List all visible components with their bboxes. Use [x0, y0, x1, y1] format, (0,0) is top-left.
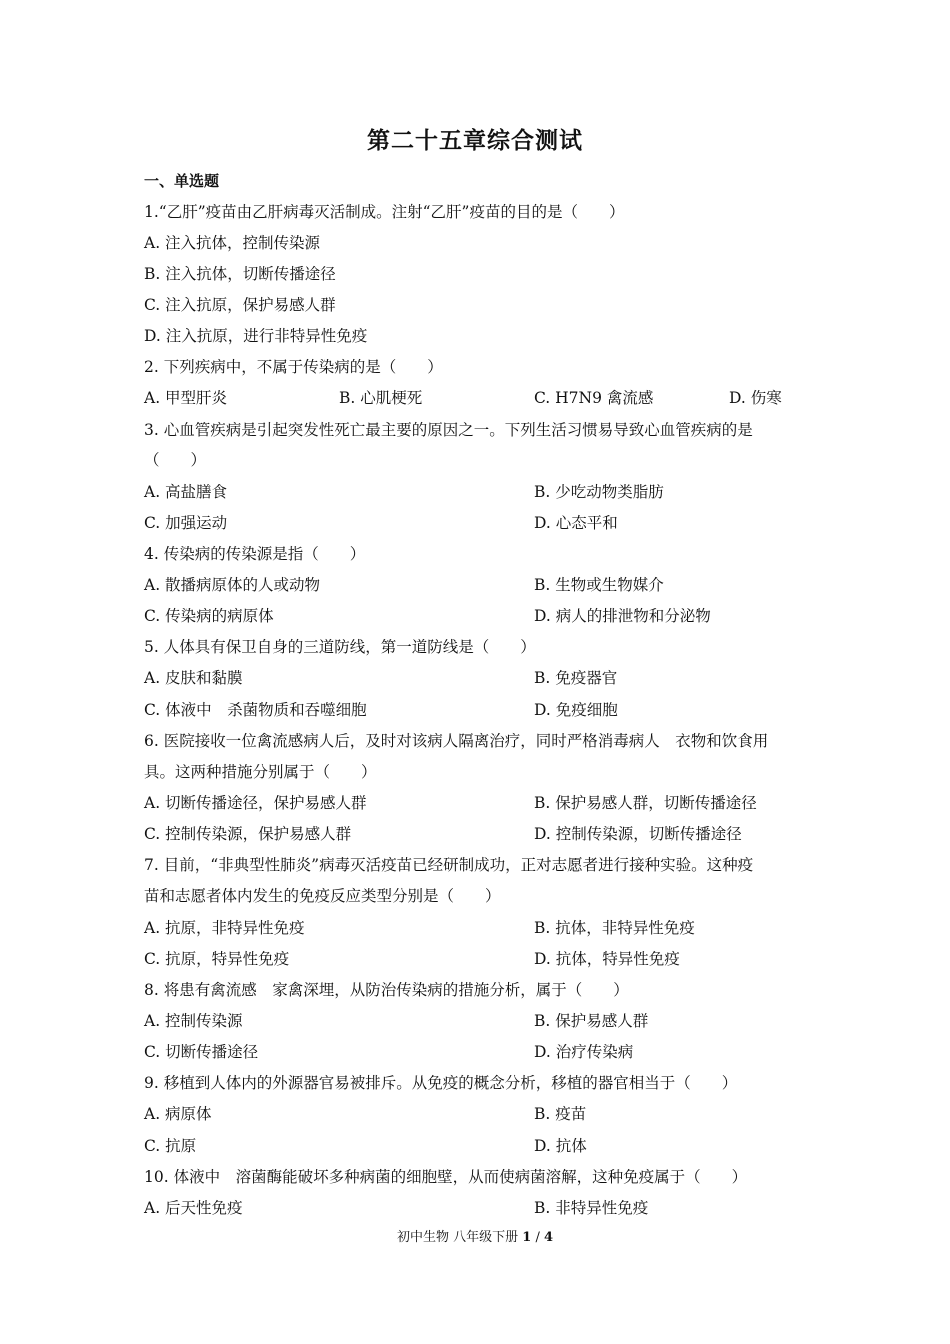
question-5-option-c: C. 体液中 杀菌物质和吞噬细胞: [144, 701, 367, 719]
question-4-stem: 4. 传染病的传染源是指（ ）: [144, 545, 366, 563]
question-1-option-d: D. 注入抗原，进行非特异性免疫: [144, 327, 368, 345]
question-8-option-c: C. 切断传播途径: [144, 1043, 259, 1061]
question-2-option-d: D. 伤寒: [729, 389, 782, 407]
question-8-option-b: B. 保护易感人群: [534, 1012, 649, 1030]
question-2-option-c: C. H7N9 禽流感: [534, 389, 654, 407]
question-3-option-a: A. 高盐膳食: [144, 483, 228, 501]
question-7-stem: 7. 目前，“非典型性肺炎”病毒灭活疫苗已经研制成功，正对志愿者进行接种实验。这种疫: [144, 856, 754, 874]
question-8-stem: 8. 将患有禽流感 家禽深埋，从防治传染病的措施分析，属于（ ）: [144, 981, 629, 999]
question-7-option-d: D. 抗体，特异性免疫: [534, 950, 680, 968]
question-7-option-a: A. 抗原，非特异性免疫: [144, 919, 305, 937]
footer-page-total: 4: [543, 1230, 554, 1245]
question-6-option-c: C. 控制传染源，保护易感人群: [144, 825, 352, 843]
question-7-option-c: C. 抗原，特异性免疫: [144, 950, 290, 968]
question-5-option-a: A. 皮肤和黏膜: [144, 669, 243, 687]
question-9-option-d: D. 抗体: [534, 1137, 587, 1155]
question-8-option-a: A. 控制传染源: [144, 1012, 243, 1030]
question-10-stem: 10. 体液中 溶菌酶能破坏多种病菌的细胞壁，从而使病菌溶解，这种免疫属于（ ）: [144, 1168, 748, 1186]
question-8-option-d: D. 治疗传染病: [534, 1043, 634, 1061]
question-6-stem-cont: 具。这两种措施分别属于（ ）: [144, 763, 377, 781]
section-heading: 一、单选题: [144, 172, 220, 190]
footer-separator: /: [535, 1230, 540, 1245]
question-1-option-a: A. 注入抗体，控制传染源: [144, 234, 321, 252]
page-footer: [0, 1226, 950, 1245]
question-9-stem: 9. 移植到人体内的外源器官易被排斥。从免疫的概念分析，移植的器官相当于（ ）: [144, 1074, 738, 1092]
question-2-stem: 2. 下列疾病中，不属于传染病的是（ ）: [144, 358, 443, 376]
question-4-option-b: B. 生物或生物媒介: [534, 576, 664, 594]
question-6-option-b: B. 保护易感人群，切断传播途径: [534, 794, 757, 812]
question-10-option-b: B. 非特异性免疫: [534, 1199, 649, 1217]
question-5-option-d: D. 免疫细胞: [534, 701, 618, 719]
question-6-option-a: A. 切断传播途径，保护易感人群: [144, 794, 367, 812]
page-title: 第二十五章综合测试: [367, 127, 583, 154]
question-4-option-d: D. 病人的排泄物和分泌物: [534, 607, 711, 625]
question-4-option-a: A. 散播病原体的人或动物: [144, 576, 321, 594]
question-3-option-b: B. 少吃动物类脂肪: [534, 483, 664, 501]
question-3-option-c: C. 加强运动: [144, 514, 228, 532]
footer-page-number: 1: [522, 1230, 532, 1245]
question-3-option-d: D. 心态平和: [534, 514, 618, 532]
question-6-stem: 6. 医院接收一位禽流感病人后，及时对该病人隔离治疗，同时严格消毒病人 衣物和饮食用: [144, 732, 769, 750]
question-5-stem: 5. 人体具有保卫自身的三道防线，第一道防线是（ ）: [144, 638, 536, 656]
question-9-option-b: B. 疫苗: [534, 1105, 587, 1123]
question-2-option-a: A. 甲型肝炎: [144, 389, 228, 407]
question-9-option-c: C. 抗原: [144, 1137, 197, 1155]
question-1-stem: 1.“乙肝”疫苗由乙肝病毒灭活制成。注射“乙肝”疫苗的目的是（ ）: [144, 203, 625, 221]
question-7-option-b: B. 抗体，非特异性免疫: [534, 919, 695, 937]
question-10-option-a: A. 后天性免疫: [144, 1199, 243, 1217]
question-1-option-c: C. 注入抗原，保护易感人群: [144, 296, 336, 314]
question-1-option-b: B. 注入抗体，切断传播途径: [144, 265, 336, 283]
question-5-option-b: B. 免疫器官: [534, 669, 618, 687]
question-3-stem: 3. 心血管疾病是引起突发性死亡最主要的原因之一。下列生活习惯易导致心血管疾病的是: [144, 421, 753, 439]
question-3-stem-cont: （ ）: [144, 451, 207, 469]
question-7-stem-cont: 苗和志愿者体内发生的免疫反应类型分别是（ ）: [144, 887, 501, 905]
question-9-option-a: A. 病原体: [144, 1105, 212, 1123]
question-2-option-b: B. 心肌梗死: [339, 389, 423, 407]
question-4-option-c: C. 传染病的病原体: [144, 607, 274, 625]
footer-subject: 初中生物 八年级下册: [396, 1230, 519, 1245]
question-6-option-d: D. 控制传染源，切断传播途径: [534, 825, 742, 843]
